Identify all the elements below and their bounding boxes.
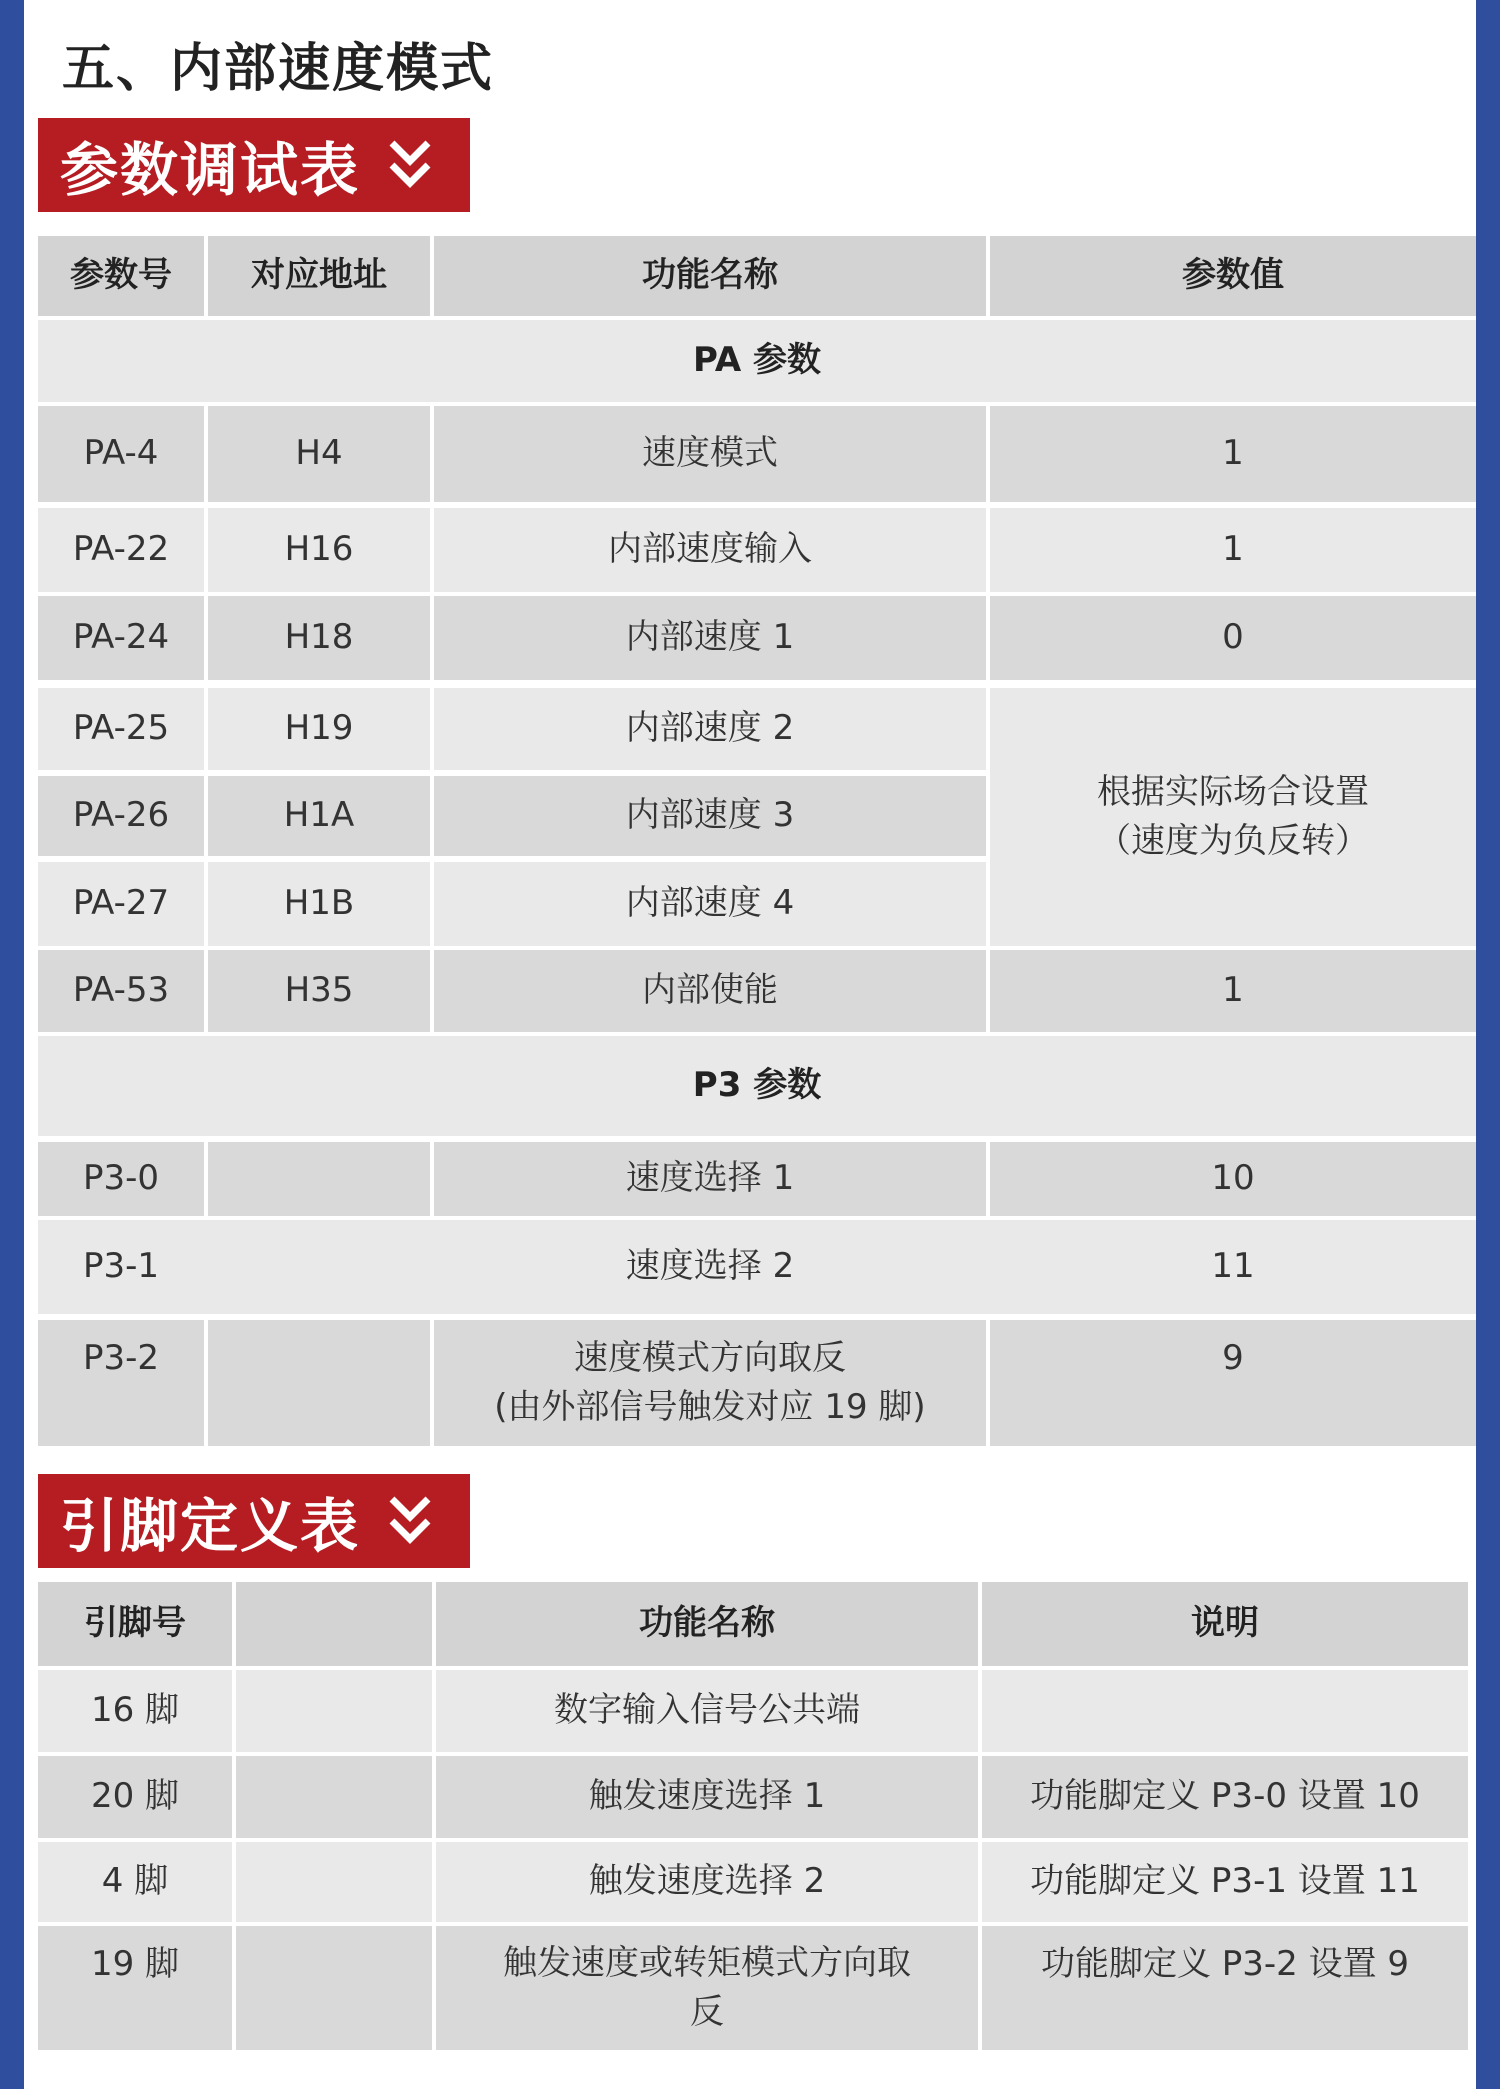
table-cell-blank: [236, 1926, 432, 2050]
page-title: 五、内部速度模式: [62, 39, 495, 99]
table-cell-name: 数字输入信号公共端: [436, 1670, 978, 1752]
table-cell-name: 速度选择 2: [625, 1246, 795, 1287]
table-cell-addr: H18: [208, 596, 430, 680]
table-cell-name: 内部速度 1: [434, 596, 986, 680]
header-description: 说明: [982, 1582, 1468, 1666]
merged-value-cell: [990, 688, 1476, 946]
header-function-name: 功能名称: [436, 1582, 978, 1666]
table-cell-desc: 功能脚定义 P3-1 设置 11: [982, 1842, 1468, 1922]
table-cell-pin: 20 脚: [38, 1756, 232, 1838]
header-function-name: 功能名称: [434, 236, 986, 316]
header-blank: [236, 1582, 432, 1666]
table-cell-addr: H35: [208, 950, 430, 1032]
table-cell-id: PA-26: [38, 776, 204, 856]
table-cell-addr: [208, 1142, 430, 1216]
name-line2: 反: [690, 1992, 724, 2032]
table-cell-value: 0: [990, 596, 1476, 680]
table-cell-blank: [236, 1756, 432, 1838]
table-cell-id: P3-0: [38, 1142, 204, 1216]
table-cell-addr: H1A: [208, 776, 430, 856]
table-cell-name: 内部速度输入: [434, 508, 986, 592]
table-cell-value: 1: [990, 406, 1476, 502]
table-cell-pin: 16 脚: [38, 1670, 232, 1752]
table-cell-name: 触发速度选择 2: [436, 1842, 978, 1922]
table-cell-addr: H1B: [208, 862, 430, 946]
group-p3-label: P3 参数: [38, 1036, 1476, 1136]
pin-table-banner: [38, 1474, 470, 1568]
table-cell-id: PA-22: [38, 508, 204, 592]
name-line1: 速度模式方向取反: [574, 1337, 846, 1378]
table-cell-name: 内部速度 4: [434, 862, 986, 946]
table-cell-blank: [236, 1670, 432, 1752]
merged-value-line2: （速度为负反转）: [1097, 821, 1369, 861]
table-cell-id: PA-53: [38, 950, 204, 1032]
table-cell-name: 内部速度 3: [434, 776, 986, 856]
table-cell-addr: H19: [208, 688, 430, 770]
merged-value-line1: 根据实际场合设置: [1097, 771, 1369, 812]
group-pa-label: PA 参数: [38, 320, 1476, 402]
table-cell-value: 1: [990, 508, 1476, 592]
table-cell-name: 内部使能: [434, 950, 986, 1032]
header-pin: 引脚号: [38, 1582, 232, 1666]
table-cell-id: PA-24: [38, 596, 204, 680]
table-cell-desc: 功能脚定义 P3-2 设置 9: [982, 1926, 1468, 2050]
table-cell-desc: 功能脚定义 P3-0 设置 10: [982, 1756, 1468, 1838]
table-cell-name: [434, 1320, 986, 1446]
table-cell-name: 速度选择 1: [434, 1142, 986, 1216]
banner-label: 引脚定义表: [60, 1492, 361, 1560]
table-cell-desc: [982, 1670, 1468, 1752]
table-cell-addr: H16: [208, 508, 430, 592]
table-cell-pin: 4 脚: [38, 1842, 232, 1922]
table-cell-id: P3-1: [82, 1246, 160, 1287]
table-cell-addr: [208, 1320, 430, 1446]
table-cell-id: P3-2: [38, 1320, 204, 1446]
header-param-value: 参数值: [990, 236, 1476, 316]
double-chevron-down-icon: [386, 1491, 434, 1551]
name-line2: (由外部信号触发对应 19 脚): [494, 1387, 926, 1427]
table-cell-pin: 19 脚: [38, 1926, 232, 2050]
double-chevron-down-icon: [386, 135, 434, 195]
table-cell-name: 触发速度选择 1: [436, 1756, 978, 1838]
header-address: 对应地址: [208, 236, 430, 316]
header-param-id: 参数号: [38, 236, 204, 316]
table-cell-name: [436, 1926, 978, 2050]
table-cell-blank: [236, 1842, 432, 1922]
table-cell-name: 速度模式: [434, 406, 986, 502]
param-table-banner: [38, 118, 470, 212]
table-cell-name: 内部速度 2: [434, 688, 986, 770]
table-cell-id: PA-25: [38, 688, 204, 770]
page: [24, 0, 1476, 2089]
banner-label: 参数调试表: [60, 136, 361, 204]
name-line1: 触发速度或转矩模式方向取: [503, 1942, 911, 1983]
table-cell-value: 1: [990, 950, 1476, 1032]
table-cell-value: 9: [990, 1320, 1476, 1446]
table-cell-value: 10: [990, 1142, 1476, 1216]
table-cell-id: PA-27: [38, 862, 204, 946]
table-cell-addr: H4: [208, 406, 430, 502]
table-cell-id: PA-4: [38, 406, 204, 502]
table-cell-value: 11: [1211, 1246, 1255, 1287]
